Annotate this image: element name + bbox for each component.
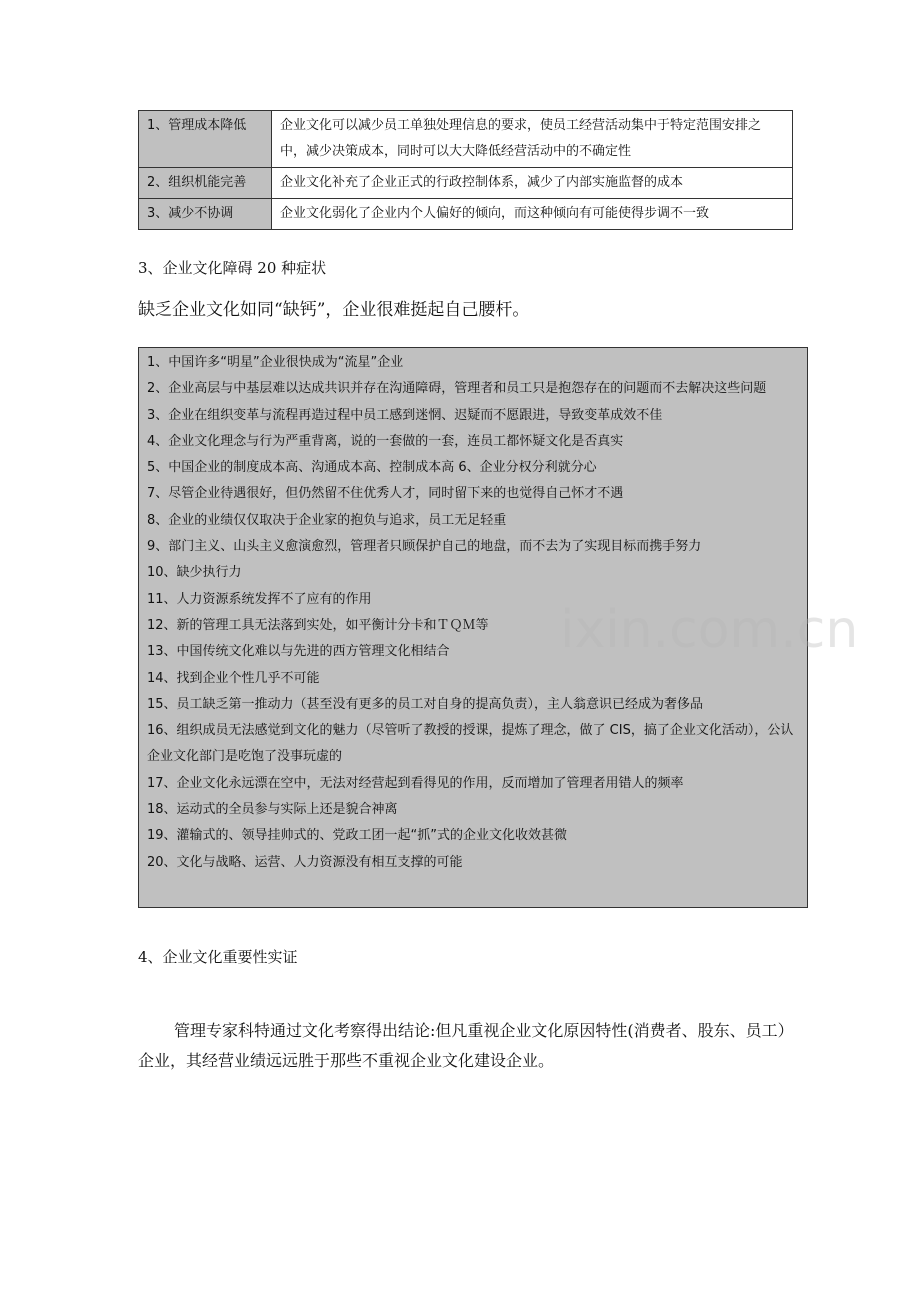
section-4-title: 4、企业文化重要性实证 xyxy=(138,948,298,966)
benefit-desc: 企业文化补充了企业正式的行政控制体系，减少了内部实施监督的成本 xyxy=(272,168,793,199)
list-item: 8、企业的业绩仅仅取决于企业家的抱负与追求，员工无足轻重 xyxy=(147,512,507,528)
list-item: 14、找到企业个性几乎不可能 xyxy=(147,670,320,686)
section-3-title: 3、企业文化障碍 20 种症状 xyxy=(138,259,327,277)
watermark: ixin.com.cn xyxy=(560,600,859,660)
benefit-label: 2、组织机能完善 xyxy=(139,168,272,199)
benefit-desc: 企业文化弱化了企业内个人偏好的倾向，而这种倾向有可能使得步调不一致 xyxy=(272,199,793,230)
list-item: 12、新的管理工具无法落到实处，如平衡计分卡和ＴＱＭ等 xyxy=(147,617,489,633)
list-item: 19、灌输式的、领导挂帅式的、党政工团一起“抓”式的企业文化收效甚微 xyxy=(147,828,568,844)
list-item: 15、员工缺乏第一推动力（甚至没有更多的员工对自身的提高负责），主人翁意识已经成为奢侈品 xyxy=(147,696,704,712)
list-item: 17、企业文化永远漂在空中，无法对经营起到看得见的作用，反而增加了管理者用错人的频率 xyxy=(147,775,684,791)
list-item: 18、运动式的全员参与实际上还是貌合神离 xyxy=(147,802,398,818)
benefit-label: 3、减少不协调 xyxy=(139,199,272,230)
table-row xyxy=(139,111,793,168)
list-item: 1、中国许多“明星”企业很快成为“流星”企业 xyxy=(147,355,404,370)
list-item: 10、缺少执行力 xyxy=(147,565,242,581)
list-item: 9、部门主义、山头主义愈演愈烈，管理者只顾保护自己的地盘，而不去为了实现目标而携手努力 xyxy=(147,539,702,555)
list-item: 11、人力资源系统发挥不了应有的作用 xyxy=(147,591,372,607)
list-item: 20、文化与战略、运营、人力资源没有相互支撑的可能 xyxy=(147,854,463,870)
benefit-desc: 企业文化可以减少员工单独处理信息的要求，使员工经营活动集中于特定范围安排之中，减少决策成本，同时可以大大降低经营活动中的不确定性 xyxy=(272,111,793,168)
benefit-label: 1、管理成本降低 xyxy=(139,111,272,168)
table-row xyxy=(139,168,793,199)
list-item: 7、尽管企业待遇很好，但仍然留不住优秀人才，同时留下来的也觉得自己怀才不遇 xyxy=(147,486,624,502)
table-row xyxy=(139,199,793,230)
symptoms-box xyxy=(138,347,808,908)
list-item: 16、组织成员无法感觉到文化的魅力（尽管听了教授的授课，提炼了理念，做了 CIS，搞了企业文化活动），公认企业文化部门是吃饱了没事玩虚的 xyxy=(147,723,794,765)
section-3-intro: 缺乏企业文化如同“缺钙”，企业很难挺起自己腰杆。 xyxy=(138,300,530,320)
list-item: 4、企业文化理念与行为严重背离，说的一套做的一套，连员工都怀疑文化是否真实 xyxy=(147,433,624,449)
list-item: 5、中国企业的制度成本高、沟通成本高、控制成本高 6、企业分权分利就分心 xyxy=(147,460,597,476)
list-item: 13、中国传统文化难以与先进的西方管理文化相结合 xyxy=(147,644,450,660)
section-4-body: 管理专家科特通过文化考察得出结论:但凡重视企业文化原因特性(消费者、股东、员工）企业，其经营业绩远远胜于那些不重视企业文化建设企业。 xyxy=(138,1021,786,1070)
list-item: 3、企业在组织变革与流程再造过程中员工感到迷惘、迟疑而不愿跟进，导致变革成效不佳 xyxy=(147,407,663,423)
list-item: 2、企业高层与中基层难以达成共识并存在沟通障碍，管理者和员工只是抱怨存在的问题而不去解决这些问题 xyxy=(147,381,767,397)
benefits-table xyxy=(138,110,793,230)
